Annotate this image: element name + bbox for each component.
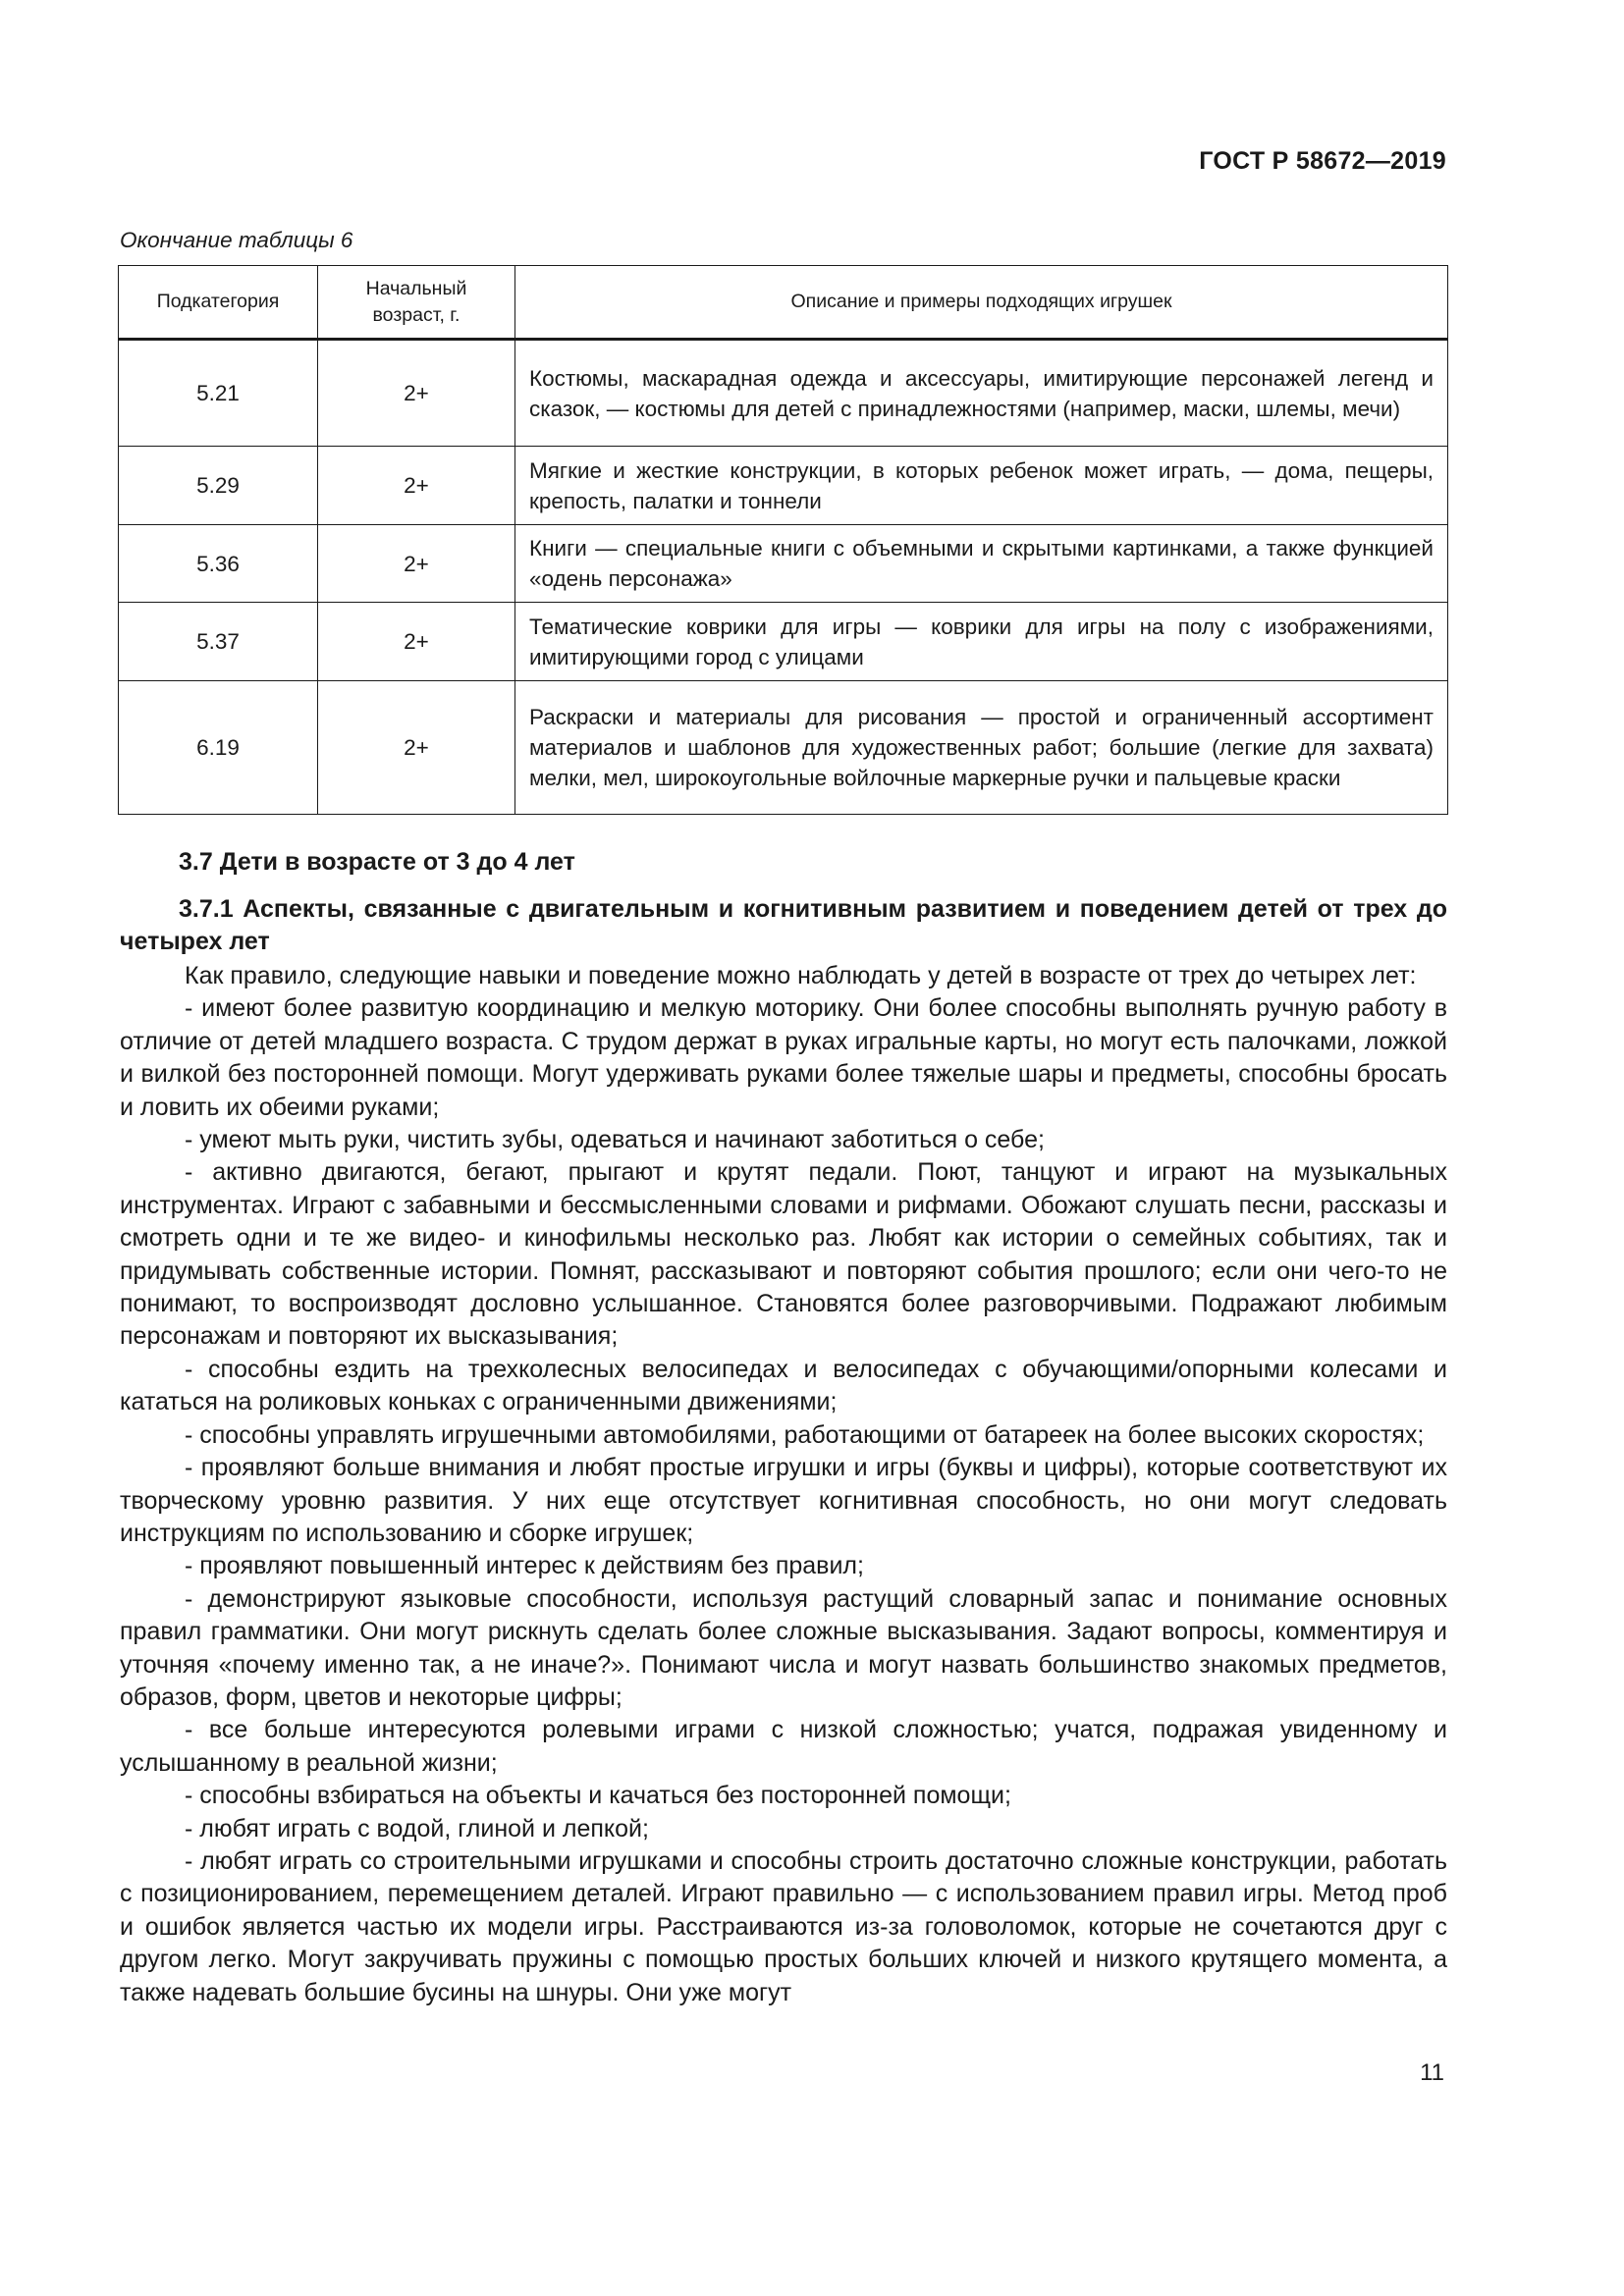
section-body [120,960,1447,2009]
list-item: - способны управлять игрушечными автомобилями, работающими от батареек на более высоких скоростях; [185,1420,1425,1449]
table-row [119,681,1448,815]
row-code: 5.36 [119,525,318,603]
row-description: Раскраски и материалы для рисования — простой и ограниченный ассортимент материалов и шаблонов для художественных работ; большие (легкие для захвата) мелки, мел, широкоугольные войлочные маркерные ручки и пальцевые краски [515,681,1448,815]
subsection-heading: 3.7.1 Аспекты, связанные с двигательным и когнитивным развитием и поведением детей от трех до четырех лет [120,895,1447,956]
table-header-row [119,266,1448,340]
table-row [119,340,1448,447]
list-item: - все больше интересуются ролевыми играми с низкой сложностью; учатся, подражая увиденному и услышанному в реальной жизни; [120,1716,1447,1777]
section-heading: 3.7 Дети в возрасте от 3 до 4 лет [179,848,575,876]
list-item: - любят играть с водой, глиной и лепкой; [185,1814,649,1842]
table-row [119,603,1448,681]
row-description: Мягкие и жесткие конструкции, в которых ребенок может играть, — дома, пещеры, крепость, палатки и тоннели [515,447,1448,525]
row-age: 2+ [318,681,515,815]
list-item: - любят играть со строительными игрушками и способны строить достаточно сложные конструкции, работать с позиционированием, перемещением деталей. Играют правильно — с использованием правил игры. Метод проб и ошибок является частью их модели игры. Расстраиваются из-за головоломок, которые не сочетаются друг с другом легко. Могут закручивать пружины с помощью простых больших ключей и низкого крутящего момента, а также надевать большие бусины на шнуры. Они уже могут [120,1846,1447,2006]
standard-header: ГОСТ Р 58672—2019 [1199,147,1446,175]
list-item: - проявляют повышенный интерес к действиям без правил; [185,1552,864,1580]
list-item: - умеют мыть руки, чистить зубы, одеваться и начинают заботиться о себе; [185,1126,1045,1154]
list-item: - способны ездить на трехколесных велосипедах и велосипедах с обучающими/опорными колесами и кататься на роликовых коньках с ограниченными движениями; [120,1355,1447,1416]
row-age: 2+ [318,447,515,525]
column-header-description: Описание и примеры подходящих игрушек [515,266,1448,340]
table-caption: Окончание таблицы 6 [120,228,353,252]
row-description: Книги — специальные книги с объемными и скрытыми картинками, а также функцией «одень персонажа» [515,525,1448,603]
paragraph: Как правило, следующие навыки и поведение можно наблюдать у детей в возрасте от трех до четырех лет: [185,962,1417,989]
table-row [119,447,1448,525]
list-item: - имеют более развитую координацию и мелкую моторику. Они более способны выполнять ручную работу в отличие от детей младшего возраста. С трудом держат в руках игральные карты, но могут есть палочками, ложкой и вилкой без посторонней помощи. Могут удерживать руками более тяжелые шары и предметы, способны бросать и ловить их обеими руками; [120,994,1447,1121]
row-age: 2+ [318,525,515,603]
list-item: - активно двигаются, бегают, прыгают и крутят педали. Поют, танцуют и играют на музыкальных инструментах. Играют с забавными и бессмысленными словами и рифмами. Обожают слушать песни, рассказы и смотреть одни и те же видео- и кинофильмы несколько раз. Любят как истории о семейных событиях, так и придумывать собственные истории. Помнят, рассказывают и повторяют события прошлого; если они чего-то не понимают, то воспроизводят дословно услышанное. Становятся более разговорчивыми. Подражают любимым персонажам и повторяют их высказывания; [120,1158,1447,1351]
row-age: 2+ [318,340,515,447]
list-item: - демонстрируют языковые способности, используя растущий словарный запас и понимание основных правил грамматики. Они могут рискнуть сделать более сложные высказывания. Задают вопросы, комментируя и уточняя «почему именно так, а не иначе?». Понимают числа и могут назвать большинство знакомых предметов, образов, форм, цветов и некоторые цифры; [120,1584,1447,1711]
column-header-subcategory: Подкатегория [119,266,318,340]
list-item: - проявляют больше внимания и любят простые игрушки и игры (буквы и цифры), которые соответствуют их творческому уровню развития. У них еще отсутствует когнитивная способность, но они могут следовать инструкциям по использованию и сборке игрушек; [120,1454,1447,1547]
toys-table [118,265,1448,815]
list-item: - способны взбираться на объекты и качаться без посторонней помощи; [185,1782,1011,1810]
row-code: 5.29 [119,447,318,525]
row-code: 5.37 [119,603,318,681]
column-header-age-label: Начальный возраст, г. [365,277,467,326]
row-age: 2+ [318,603,515,681]
row-code: 5.21 [119,340,318,447]
row-description: Тематические коврики для игры — коврики для игры на полу с изображениями, имитирующими город с улицами [515,603,1448,681]
row-description: Костюмы, маскарадная одежда и аксессуары, имитирующие персонажей легенд и сказок, — костюмы для детей с принадлежностями (например, маски, шлемы, мечи) [515,340,1448,447]
row-code: 6.19 [119,681,318,815]
column-header-age [318,266,515,340]
page-number: 11 [1420,2059,1444,2086]
table-row [119,525,1448,603]
